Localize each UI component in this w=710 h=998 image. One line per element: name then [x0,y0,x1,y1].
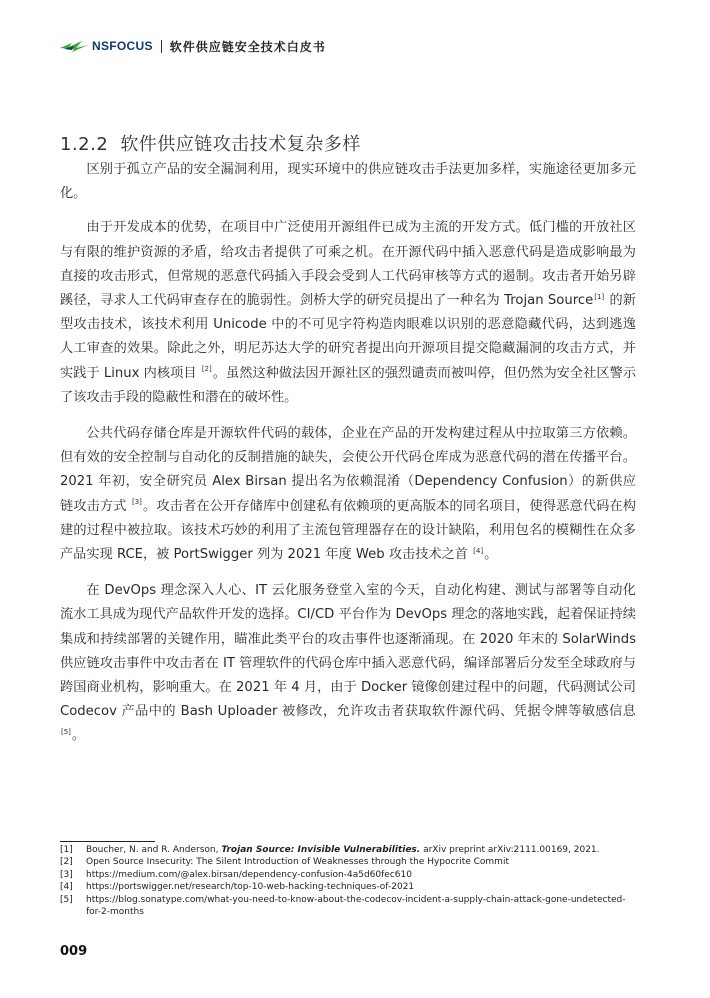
footnote-number: [3] [60,869,73,880]
footnote-number: [5] [60,894,73,905]
paragraph-3-text-b: 。攻击者在公开存储库中创建私有依赖项的更高版本的同名项目，使得恶意代码在构建的过程中被拉取。该技术巧妙的利用了主流包管理器存在的设计缺陷，利用包名的模糊性在众多产品实现 RCE，被 PortSwigger 列为 2021 年度 Web 攻击技术之首 [60,498,636,563]
footnote-item [60,856,640,868]
paragraph-3-text-c: 。 [484,547,498,563]
footnote-link[interactable]: https://portswigger.net/research/top-10-web-hacking-techniques-of-2021 [86,882,415,893]
paragraph-4 [60,579,636,748]
paragraph-4-text-a: 在 DevOps 理念深入人心、IT 云化服务登堂入室的今天，自动化构建、测试与部署等自动化流水工具成为现代产品软件开发的选择。CI/CD 平台作为 DevOps 理念的落地实践，起着保证持续集成和持续部署的关键作用，瞄准此类平台的攻击事件也逐渐涌现。在 2020 年末的 SolarWinds 供应链攻击事件中攻击者在 IT 管理软件的代码仓库中插入恶意代码，编译部署后分发至全球政府与跨国商业机构，影响重大。在 2021 年 4 月，由于 Docker 镜像创建过程中的问题，代码测试公司 Codecov 产品中的 Bash Uploader 被修改，允许攻击者获取软件源代码、凭据令牌等敏感信息 [60,583,636,720]
section-title: 软件供应链攻击技术复杂多样 [120,134,361,155]
footnote-ref-4[interactable]: [4] [473,546,484,555]
footnote-source: arXiv preprint arXiv:2111.00169, 2021. [420,845,600,855]
footnote-number: [2] [60,857,73,868]
footnote-ref-2[interactable]: [2] [201,365,212,374]
paragraph-2-text-a: 由于开发成本的优势，在项目中广泛使用开源组件已成为主流的开发方式。低门槛的开放社区与有限的维护资源的矛盾，给攻击者提供了可乘之机。在开源代码中插入恶意代码是造成影响最为直接的攻击形式，但常规的恶意代码插入手段会受到人工代码审核等方式的遏制。攻击者开始另辟蹊径，寻求人工代码审查存在的脆弱性。剑桥大学的研究员提出了一种名为 Trojan Source [60,220,636,309]
paragraph-3 [60,422,636,567]
document-title: 软件供应链安全技术白皮书 [169,39,326,54]
paragraph-1-text: 区别于孤立产品的安全漏洞利用，现实环境中的供应链攻击手法更加多样，实施途径更加多元化。 [60,162,636,202]
body-text [60,158,636,761]
paragraph-1 [60,158,636,206]
footnote-separator [60,841,155,842]
footnote-text [86,844,640,856]
paragraph-2 [60,216,636,410]
paragraph-3-text-a: 公共代码存储仓库是开源软件代码的载体，企业在产品的开发构建过程从中拉取第三方依赖。但有效的安全控制与自动化的反制措施的缺失，会使公开代码仓库成为恶意代码的潜在传播平台。2021 年初，安全研究员 Alex Birsan 提出名为依赖混淆（Dependency Confusion）的新供应链攻击方式 [60,426,636,514]
footnote-ref-1[interactable]: [1] [594,292,605,301]
paragraph-2-text-c: 。虽然这种做法因开源社区的强烈谴责而被叫停，但仍然为安全社区警示了该攻击手段的隐蔽性和潜在的破坏性。 [60,365,637,405]
footnote-number: [4] [60,882,73,893]
footnote-item [60,894,640,919]
section-heading [60,130,361,156]
footnote-number: [1] [60,845,73,855]
paragraph-4-text-b: 。 [71,728,86,744]
nsfocus-bird-logo-icon [60,39,90,53]
footnotes [60,844,640,918]
header-divider [161,40,162,53]
footnote-authors: Boucher, N. and R. Anderson, [86,845,222,855]
footnote-ref-3[interactable]: [3] [131,498,142,507]
paragraph-2-text-b: 的新型攻击技术，该技术利用 Unicode 中的不可见字符构造肉眼难以识别的恶意隐藏代码，达到逃逸人工审查的效果。除此之外，明尼苏达大学的研究者提出向开源项目提交隐藏漏洞的攻击方式，并实践于 Linux 内核项目 [60,293,636,381]
page-number: 009 [60,944,88,959]
section-number: 1.2.2 [60,134,109,155]
footnote-ref-5[interactable]: [5] [61,728,71,737]
footnote-item [60,844,640,856]
footnote-item [60,881,640,893]
nsfocus-logo [60,39,153,53]
footnote-paper-title: Trojan Source: Invisible Vulnerabilities. [221,845,421,855]
footnote-text: Open Source Insecurity: The Silent Introduction of Weaknesses through the Hypocrite Commit [86,857,509,868]
footnote-item [60,869,640,881]
page-header [60,36,326,56]
footnote-link[interactable]: https://blog.sonatype.com/what-you-need-to-know-about-the-codecov-incident-a-supply-chain-attack-gone-undetected-for-2-months [86,894,626,918]
logo-wordmark: NSFOCUS [92,39,153,53]
footnote-link[interactable]: https://medium.com/@alex.birsan/dependency-confusion-4a5d60fec610 [86,869,412,880]
